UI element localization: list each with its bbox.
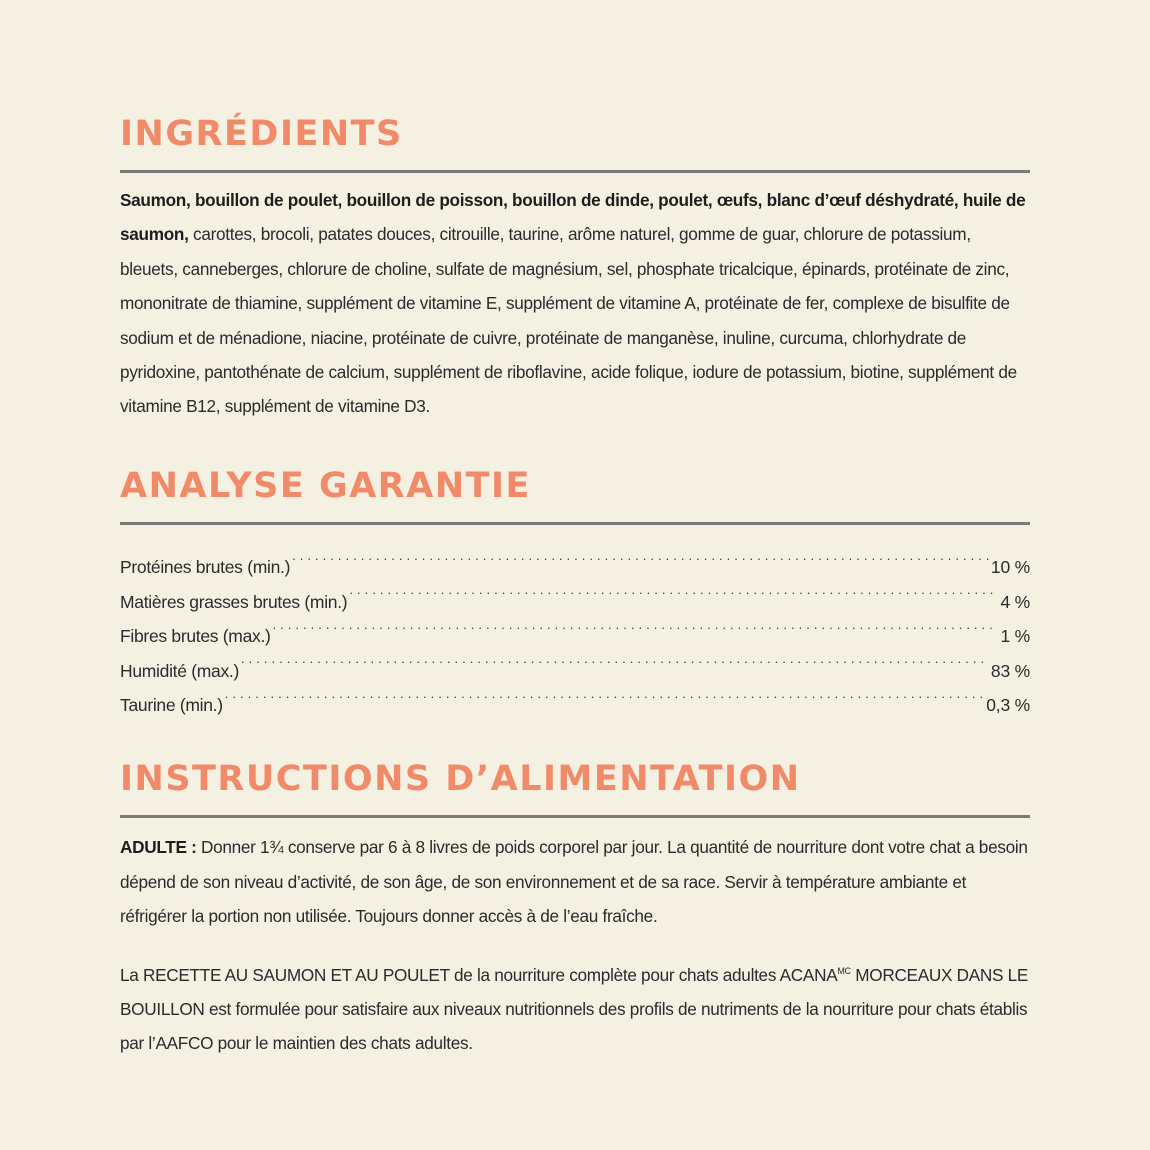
analysis-row-protein (120, 539, 1030, 578)
guaranteed-analysis-section (120, 460, 1030, 716)
analysis-value: 0,3 % (986, 695, 1030, 716)
trademark-mark: MC (837, 965, 851, 976)
analysis-label: Taurine (min.) (120, 695, 223, 716)
feeding-instructions-section (120, 753, 1030, 1060)
ingredients-list (120, 183, 1030, 424)
analysis-row-taurine (120, 677, 1030, 716)
analysis-value: 10 % (990, 557, 1030, 578)
ingredients-secondary-list: carottes, brocoli, patates douces, citrouille, taurine, arôme naturel, gomme de guar, chlorure de potassium, bleuets, canneberges, chlorure de choline, sulfate de magnésium, sel, phosphate tricalcique, épinards, protéinate de zinc, mononitrate de thiamine, supplément de vitamine E, supplément de vitamine A, protéinate de fer, complexe de bisulfite de sodium et de ménadione, niacine, protéinate de cuivre, protéinate de manganèse, inuline, curcuma, chlorhydrate de pyridoxine, pantothénate de calcium, supplément de riboflavine, acide folique, iodure de potassium, biotine, supplément de vitamine B12, supplément de vitamine D3. (120, 224, 1017, 417)
analysis-label: Protéines brutes (min.) (120, 557, 291, 578)
ingredients-divider (120, 170, 1030, 173)
dot-leader (290, 539, 989, 574)
ingredients-main-list: Saumon, bouillon de poulet, bouillon de poisson, bouillon de dinde, poulet, œufs, blanc d’œuf déshydraté, huile de saumon, (120, 190, 1026, 245)
feeding-divider (120, 815, 1030, 818)
analysis-label: Fibres brutes (max.) (120, 626, 271, 647)
adult-label: ADULTE : (120, 837, 197, 858)
dot-leader (347, 573, 998, 608)
statement-text-part2: MORCEAUX DANS LE BOUILLON est formulée pour satisfaire aux niveaux nutritionnels des profils de nutriments de la nourriture pour chats établis par l’AAFCO pour le maintien des chats adultes. (120, 964, 1029, 1054)
dot-leader (271, 608, 999, 643)
dot-leader (223, 677, 984, 712)
product-info-sheet (120, 108, 1030, 1061)
analysis-divider (120, 522, 1030, 525)
adult-feeding-paragraph (120, 830, 1030, 933)
analysis-table (120, 539, 1030, 716)
aafco-statement (120, 958, 1030, 1061)
adult-feeding-text: Donner 1¾ conserve par 6 à 8 livres de poids corporel par jour. La quantité de nourriture dont votre chat a besoin dépend de son niveau d’activité, de son âge, de son environnement et de sa race. Servir à température ambiante et réfrigérer la portion non utilisée. Toujours donner accès à de l’eau fraîche. (120, 837, 1028, 927)
dot-leader (239, 642, 989, 677)
analysis-value: 1 % (1000, 626, 1030, 647)
analysis-value: 4 % (1000, 591, 1030, 612)
analysis-label: Matières grasses brutes (min.) (120, 591, 348, 612)
statement-text-part1: La RECETTE AU SAUMON ET AU POULET de la nourriture complète pour chats adultes ACANA (120, 964, 838, 985)
analysis-row-moisture (120, 642, 1030, 681)
feeding-heading: INSTRUCTIONS D’ALIMENTATION (120, 759, 801, 800)
ingredients-section (120, 108, 1030, 424)
analysis-heading: ANALYSE GARANTIE (120, 465, 531, 506)
analysis-label: Humidité (max.) (120, 660, 239, 681)
analysis-value: 83 % (990, 660, 1030, 681)
ingredients-heading: INGRÉDIENTS (120, 114, 403, 154)
